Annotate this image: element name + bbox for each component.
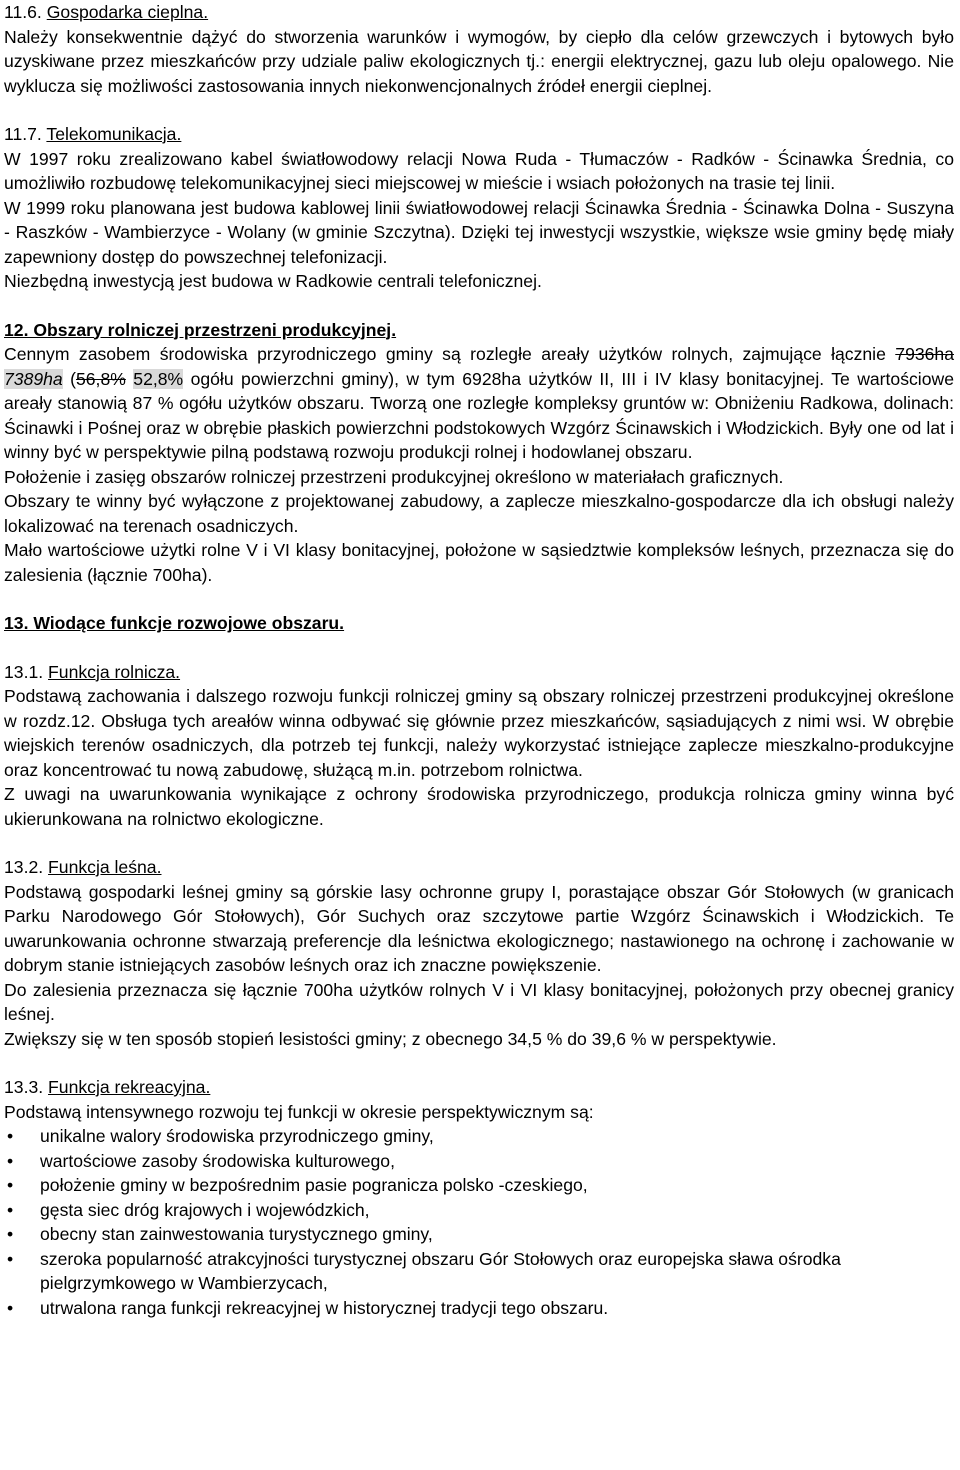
list-item: • wartościowe zasoby środowiska kulturowego, — [4, 1149, 954, 1174]
list-item: • położenie gminy w bezpośrednim pasie pogranicza polsko -czeskiego, — [4, 1173, 954, 1198]
heading-13-2 — [4, 855, 954, 880]
paragraph-12-3: Obszary te winny być wyłączone z projektowanej zabudowy, a zaplecze mieszkalno-gospodarcze dla ich obsługi należy lokalizować na terenach osadniczych. — [4, 491, 954, 536]
paragraph-11-7-2: W 1999 roku planowana jest budowa kablowej linii światłowodowej relacji Ścinawka Średnia - Ścinawka Dolna - Suszyna - Raszków - Wambierzyce - Wolany (w gminie Szczytna). Dzięki tej inwestycji wszystkie, większe wsie gminy będę miały zapewniony dostęp do powszechnej telefonizacji. — [4, 197, 954, 267]
heading-11-6 — [4, 0, 954, 25]
revised-area-value: 7389ha — [4, 368, 63, 389]
heading-13-1-number: 13.1. — [4, 661, 44, 682]
struck-percent-value: 56,8% — [75, 368, 126, 389]
paragraph-11-6-1: Należy konsekwentnie dążyć do stworzenia warunków i wymogów, by ciepło dla celów grzewczych i bytowych było uzyskiwane przez mieszkańców przy udziale paliw ekologicznych tj.: energii elektrycznej, gazu lub oleju opalowego. Nie wyklucza się możliwości zastosowania innych niekonwencjonalnych źródeł energii cieplnej. — [4, 26, 954, 96]
heading-11-6-number: 11.6. — [4, 2, 42, 22]
revised-percent-value: 52,8% — [133, 368, 184, 389]
paragraph-13-2-2: Do zalesienia przeznacza się łącznie 700ha użytków rolnych V i VI klasy bonitacyjnej, położonych przy obecnej granicy leśnej. — [4, 979, 954, 1024]
paragraph-11-7-1: W 1997 roku zrealizowano kabel światłowodowy relacji Nowa Ruda - Tłumaczów - Radków - Ścinawka Średnia, co umożliwiło rozbudowę telekomunikacyjnej sieci miejscowej w mieście i wsiach położonych na trasie tej linii. — [4, 148, 954, 193]
paragraph-13-1-1: Podstawą zachowania i dalszego rozwoju funkcji rolniczej gminy są obszary rolniczej przestrzeni produkcyjnej określone w rozdz.12. Obsługa tych areałów winna odbywać się głównie przez mieszkańców, sąsiadujących z nimi wsi. W obrębie wiejskich terenów osadniczych, dla potrzeb tej funkcji, należy wykorzystać istniejące zaplecze mieszkalno-produkcyjne oraz koncentrować tu nową zabudowę, służącą m.in. potrzebom rolnictwa. — [4, 686, 954, 780]
heading-13-3 — [4, 1075, 954, 1100]
spacer — [4, 636, 954, 660]
heading-11-7-number: 11.7. — [4, 124, 42, 144]
paragraph-12-1-text-b: ( — [62, 368, 76, 389]
paragraph-13-3-intro: Podstawą intensywnego rozwoju tej funkcji w okresie perspektywicznym są: — [4, 1101, 594, 1122]
heading-13-2-title: Funkcja leśna. — [48, 857, 162, 877]
list-item: • szeroka popularność atrakcyjności turystycznej obszaru Gór Stołowych oraz europejska sława ośrodka pielgrzymkowego w Wambierzycach, — [4, 1247, 954, 1296]
list-item: • utrwalona ranga funkcji rekreacyjnej w historycznej tradycji tego obszaru. — [4, 1296, 954, 1321]
paragraph-12-1-text-c: ogółu powierzchni gminy), w tym 6928ha użytków II, III i IV klasy bonitacyjnej. Te wartościowe areały stanowią 87 % ogółu użytków obszaru. Tworzą one rozległe kompleksy gruntów w: Obniżeniu Radkowa, dolinach: Ścinawki i Pośnej oraz w obrębie płaskich powierzchni podstokowych Wzgórz Ścinawskich i Włodzickich. Były one od lat i winny być w perspektywie pilną podstawą rozwoju produkcji rolnej i hodowlanej obszaru. — [4, 368, 954, 462]
heading-13-3-number: 13.3. — [4, 1077, 44, 1097]
bullet-list — [4, 1124, 954, 1320]
list-item: • gęsta siec dróg krajowych i wojewódzkich, — [4, 1198, 954, 1223]
heading-13-3-title: Funkcja rekreacyjna. — [48, 1077, 211, 1097]
heading-11-6-title: Gospodarka cieplna. — [46, 2, 209, 22]
heading-13-1-title: Funkcja rolnicza. — [48, 661, 181, 682]
spacer — [4, 294, 954, 318]
list-item: • obecny stan zainwestowania turystycznego gminy, — [4, 1222, 954, 1247]
heading-13-2-number: 13.2. — [4, 857, 44, 877]
struck-area-value: 7936ha — [895, 344, 954, 364]
spacer — [4, 98, 954, 122]
paragraph-12-4: Mało wartościowe użytki rolne V i VI klasy bonitacyjnej, położone w sąsiedztwie kompleksów leśnych, przeznacza się do zalesienia (łącznie 700ha). — [4, 540, 954, 585]
heading-12-title: 12. Obszary rolniczej przestrzeni produkcyjnej. — [4, 319, 397, 340]
spacer — [4, 1051, 954, 1075]
spacer — [4, 587, 954, 611]
paragraph-12-2: Położenie i zasięg obszarów rolniczej przestrzeni produkcyjnej określono w materiałach graficznych. — [4, 466, 784, 487]
paragraph-13-1-2: Z uwagi na uwarunkowania wynikające z ochrony środowiska przyrodniczego, produkcja rolnicza gminy winna być ukierunkowana na rolnictwo ekologiczne. — [4, 784, 954, 829]
paragraph-11-7-3: Niezbędną inwestycją jest budowa w Radkowie centrali telefonicznej. — [4, 271, 542, 291]
paragraph-13-2-1: Podstawą gospodarki leśnej gminy są górskie lasy ochronne grupy I, porastające obszar Gór Stołowych (w granicach Parku Narodowego Gór Stołowych), Gór Suchych oraz szczytowe partie Wzgórz Ścinawskich i Włodzickich. Te uwarunkowania ochronne stwarzają preferencje dla leśnictwa ekologicznego; nastawionego na ochronę i zachowanie w dobrym stanie istniejących zasobów leśnych oraz ich znaczne powiększenie. — [4, 881, 954, 975]
list-item: • unikalne walory środowiska przyrodniczego gminy, — [4, 1124, 954, 1149]
paragraph-12-1 — [4, 342, 954, 465]
heading-13-1 — [4, 660, 954, 685]
spacer — [4, 831, 954, 855]
paragraph-13-2-3: Zwiększy się w ten sposób stopień lesistości gminy; z obecnego 34,5 % do 39,6 % w perspektywie. — [4, 1028, 777, 1049]
heading-11-7 — [4, 122, 954, 147]
heading-13-title: 13. Wiodące funkcje rozwojowe obszaru. — [4, 613, 345, 633]
heading-13 — [4, 611, 954, 636]
heading-11-7-title: Telekomunikacja. — [46, 124, 182, 144]
heading-12 — [4, 318, 954, 343]
paragraph-12-1-text-a: Cennym zasobem środowiska przyrodniczego gminy są rozległe areały użytków rolnych, zajmujące łącznie — [4, 344, 896, 364]
